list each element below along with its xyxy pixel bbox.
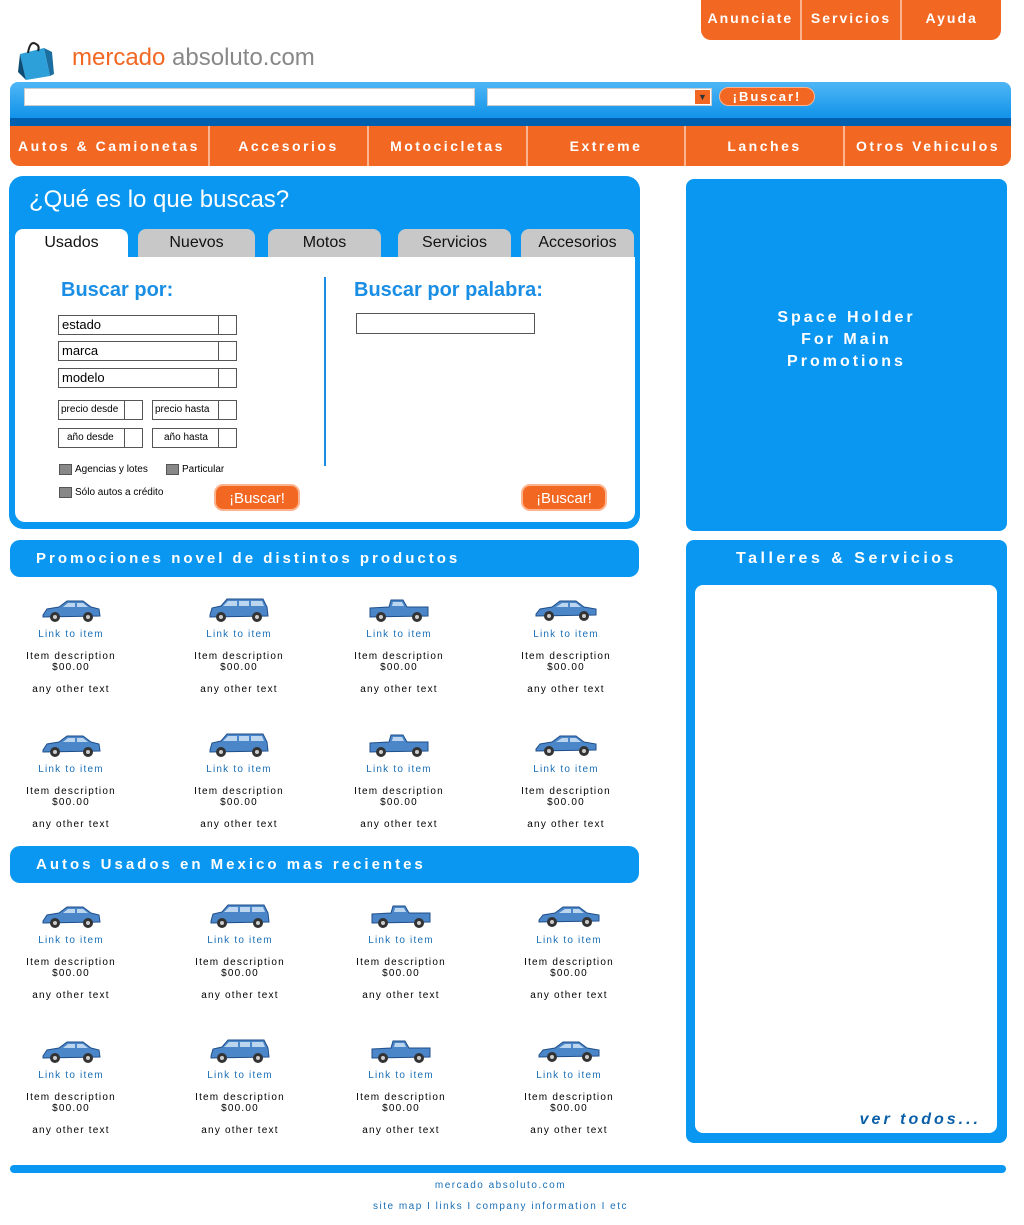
item-link[interactable]: Link to item <box>368 935 434 946</box>
checkbox-icon[interactable] <box>59 487 72 498</box>
footer-brand[interactable]: mercado absoluto.com <box>434 1180 567 1191</box>
list-item[interactable] <box>504 1036 634 1136</box>
item-price: $00.00 <box>52 1103 90 1114</box>
item-link[interactable]: Link to item <box>38 629 104 640</box>
item-description: Item description <box>524 1092 614 1103</box>
car-coupe-icon <box>537 1036 601 1066</box>
footer-links[interactable]: site map I links I company information I etc <box>373 1201 628 1212</box>
item-link[interactable]: Link to item <box>533 629 599 640</box>
nav-ayuda[interactable]: Ayuda <box>925 10 978 26</box>
item-price: $00.00 <box>221 1103 259 1114</box>
item-link[interactable]: Link to item <box>533 764 599 775</box>
item-price: $00.00 <box>220 662 258 673</box>
item-description: Item description <box>195 1092 285 1103</box>
cat-lanches[interactable]: Lanches <box>686 126 845 166</box>
modelo-label: modelo <box>62 370 105 385</box>
promociones-header: Promociones novel de distintos productos <box>10 540 639 577</box>
search-bar-strip <box>10 118 1011 126</box>
list-item[interactable] <box>6 901 136 1001</box>
item-description: Item description <box>521 786 611 797</box>
item-link[interactable]: Link to item <box>38 1070 104 1081</box>
item-link[interactable]: Link to item <box>366 764 432 775</box>
search-panel-body <box>15 257 635 522</box>
estado-select[interactable] <box>58 315 237 335</box>
modelo-select[interactable] <box>58 368 237 388</box>
checkbox-icon[interactable] <box>59 464 72 475</box>
item-description: Item description <box>194 786 284 797</box>
particular-checkbox[interactable] <box>166 464 224 475</box>
search-panel <box>9 176 640 529</box>
main-promotions[interactable] <box>686 179 1007 531</box>
item-price: $00.00 <box>550 1103 588 1114</box>
precio-hasta-label: precio hasta <box>155 404 210 415</box>
item-price: $00.00 <box>220 797 258 808</box>
search-tabs <box>15 229 635 257</box>
list-item[interactable] <box>174 595 304 695</box>
nav-servicios[interactable]: Servicios <box>802 0 903 40</box>
buscar-palabra-heading: Buscar por palabra: <box>354 279 543 301</box>
list-item[interactable] <box>175 1036 305 1136</box>
cat-accesorios[interactable]: Accesorios <box>210 126 369 166</box>
logo[interactable] <box>16 36 315 80</box>
precio-desde-label: precio desde <box>61 404 119 415</box>
item-description: Item description <box>524 957 614 968</box>
precio-desde-select[interactable] <box>58 400 143 420</box>
credito-label: Sólo autos a crédito <box>75 487 164 498</box>
item-description: Item description <box>354 786 444 797</box>
marca-select[interactable] <box>58 341 237 361</box>
car-coupe-icon <box>534 595 598 625</box>
car-wagon-icon <box>207 595 271 625</box>
anio-desde-dropdown-icon[interactable] <box>124 429 142 447</box>
nav-anunciate[interactable]: Anunciate <box>701 0 802 40</box>
list-item[interactable] <box>175 901 305 1001</box>
item-link[interactable]: Link to item <box>207 935 273 946</box>
car-sedan-icon <box>39 595 103 625</box>
item-price: $00.00 <box>380 662 418 673</box>
marca-dropdown-icon[interactable] <box>218 342 236 360</box>
item-price: $00.00 <box>547 797 585 808</box>
list-item[interactable] <box>6 730 136 830</box>
item-other-text: any other text <box>201 1125 279 1136</box>
item-price: $00.00 <box>547 662 585 673</box>
modelo-dropdown-icon[interactable] <box>218 369 236 387</box>
tab-servicios[interactable]: Servicios <box>398 229 511 257</box>
item-description: Item description <box>195 957 285 968</box>
particular-label: Particular <box>182 464 225 475</box>
item-description: Item description <box>521 651 611 662</box>
agencias-checkbox[interactable] <box>59 464 148 475</box>
tab-accesorios[interactable]: Accesorios <box>521 229 634 257</box>
search-category-select[interactable] <box>487 88 712 106</box>
item-price: $00.00 <box>550 968 588 979</box>
buscar-palabra-button[interactable]: ¡Buscar! <box>521 484 607 511</box>
buscar-por-button[interactable]: ¡Buscar! <box>214 484 300 511</box>
anio-hasta-label: año hasta <box>164 432 208 443</box>
top-nav <box>701 0 1001 40</box>
item-other-text: any other text <box>32 684 110 695</box>
item-other-text: any other text <box>32 1125 110 1136</box>
tab-motos[interactable]: Motos <box>268 229 381 257</box>
marca-label: marca <box>62 343 99 358</box>
dropdown-arrow-icon[interactable]: ▼ <box>695 90 710 104</box>
list-item[interactable] <box>501 595 631 695</box>
credito-checkbox[interactable] <box>59 487 163 498</box>
item-description: Item description <box>356 1092 446 1103</box>
car-sedan-icon <box>39 1036 103 1066</box>
category-bar <box>10 126 1011 166</box>
item-description: Item description <box>354 651 444 662</box>
promo-line2: For Main <box>801 331 892 348</box>
brand-part1: mercado <box>72 44 166 71</box>
brand-name <box>72 44 315 72</box>
talleres-content <box>695 585 997 1133</box>
list-item[interactable] <box>334 595 464 695</box>
buscar-por-heading: Buscar por: <box>61 279 174 301</box>
car-sedan-icon <box>39 730 103 760</box>
list-item[interactable] <box>336 1036 466 1136</box>
car-sedan-icon <box>39 901 103 931</box>
item-other-text: any other text <box>200 819 278 830</box>
column-divider <box>324 277 326 466</box>
item-description: Item description <box>356 957 446 968</box>
item-description: Item description <box>26 786 116 797</box>
anio-desde-label: año desde <box>67 432 114 443</box>
autos-usados-header: Autos Usados en Mexico mas recientes <box>10 846 639 883</box>
item-link[interactable]: Link to item <box>206 764 272 775</box>
item-other-text: any other text <box>360 819 438 830</box>
ver-todos-link[interactable]: ver todos... <box>859 1111 981 1128</box>
item-price: $00.00 <box>52 797 90 808</box>
list-item[interactable] <box>501 730 631 830</box>
item-link[interactable]: Link to item <box>38 935 104 946</box>
list-item[interactable] <box>174 730 304 830</box>
promo-text <box>686 307 1007 373</box>
item-other-text: any other text <box>527 819 605 830</box>
precio-hasta-select[interactable] <box>152 400 237 420</box>
item-other-text: any other text <box>527 684 605 695</box>
item-link[interactable]: Link to item <box>207 1070 273 1081</box>
anio-hasta-dropdown-icon[interactable] <box>218 429 236 447</box>
item-price: $00.00 <box>221 968 259 979</box>
car-coupe-icon <box>537 901 601 931</box>
item-price: $00.00 <box>52 968 90 979</box>
item-link[interactable]: Link to item <box>536 935 602 946</box>
item-other-text: any other text <box>32 990 110 1001</box>
anio-desde-select[interactable] <box>58 428 143 448</box>
search-panel-title: ¿Qué es lo que buscas? <box>29 186 290 213</box>
item-link[interactable]: Link to item <box>38 764 104 775</box>
agencias-label: Agencias y lotes <box>75 464 148 475</box>
brand-part2: absoluto.com <box>172 44 315 71</box>
list-item[interactable] <box>6 595 136 695</box>
tab-nuevos[interactable]: Nuevos <box>138 229 255 257</box>
keyword-input[interactable] <box>356 313 535 334</box>
list-item[interactable] <box>336 901 466 1001</box>
search-bar <box>10 82 1011 122</box>
talleres-panel <box>686 540 1007 1143</box>
item-other-text: any other text <box>201 990 279 1001</box>
item-link[interactable]: Link to item <box>206 629 272 640</box>
item-description: Item description <box>26 651 116 662</box>
estado-label: estado <box>62 317 102 332</box>
cat-motocicletas[interactable]: Motocicletas <box>369 126 528 166</box>
pickup-truck-icon <box>367 595 431 625</box>
item-price: $00.00 <box>380 797 418 808</box>
list-item[interactable] <box>334 730 464 830</box>
cat-autos[interactable]: Autos & Camionetas <box>10 126 210 166</box>
item-link[interactable]: Link to item <box>366 629 432 640</box>
item-other-text: any other text <box>362 1125 440 1136</box>
item-price: $00.00 <box>382 968 420 979</box>
cat-otros[interactable]: Otros Vehiculos <box>855 138 1001 154</box>
search-button[interactable]: ¡Buscar! <box>719 87 815 106</box>
precio-hasta-dropdown-icon[interactable] <box>218 401 236 419</box>
item-other-text: any other text <box>362 990 440 1001</box>
item-price: $00.00 <box>52 662 90 673</box>
precio-desde-dropdown-icon[interactable] <box>124 401 142 419</box>
item-description: Item description <box>26 957 116 968</box>
footer-line <box>10 1165 1006 1173</box>
item-other-text: any other text <box>530 1125 608 1136</box>
shopping-bag-icon <box>16 36 56 80</box>
item-description: Item description <box>194 651 284 662</box>
car-coupe-icon <box>534 730 598 760</box>
list-item[interactable] <box>504 901 634 1001</box>
search-input[interactable] <box>24 88 475 106</box>
list-item[interactable] <box>6 1036 136 1136</box>
pickup-truck-icon <box>369 1036 433 1066</box>
item-other-text: any other text <box>200 684 278 695</box>
item-description: Item description <box>26 1092 116 1103</box>
car-wagon-icon <box>207 730 271 760</box>
item-link[interactable]: Link to item <box>536 1070 602 1081</box>
car-wagon-icon <box>208 1036 272 1066</box>
item-other-text: any other text <box>360 684 438 695</box>
pickup-truck-icon <box>369 901 433 931</box>
promo-line1: Space Holder <box>777 309 916 326</box>
estado-dropdown-icon[interactable] <box>218 316 236 334</box>
car-wagon-icon <box>208 901 272 931</box>
item-other-text: any other text <box>32 819 110 830</box>
pickup-truck-icon <box>367 730 431 760</box>
talleres-title: Talleres & Servicios <box>736 550 957 567</box>
cat-extreme[interactable]: Extreme <box>528 126 686 166</box>
item-other-text: any other text <box>530 990 608 1001</box>
checkbox-icon[interactable] <box>166 464 179 475</box>
item-link[interactable]: Link to item <box>368 1070 434 1081</box>
promo-line3: Promotions <box>787 353 906 370</box>
tab-usados[interactable]: Usados <box>15 229 128 257</box>
item-price: $00.00 <box>382 1103 420 1114</box>
anio-hasta-select[interactable] <box>152 428 237 448</box>
